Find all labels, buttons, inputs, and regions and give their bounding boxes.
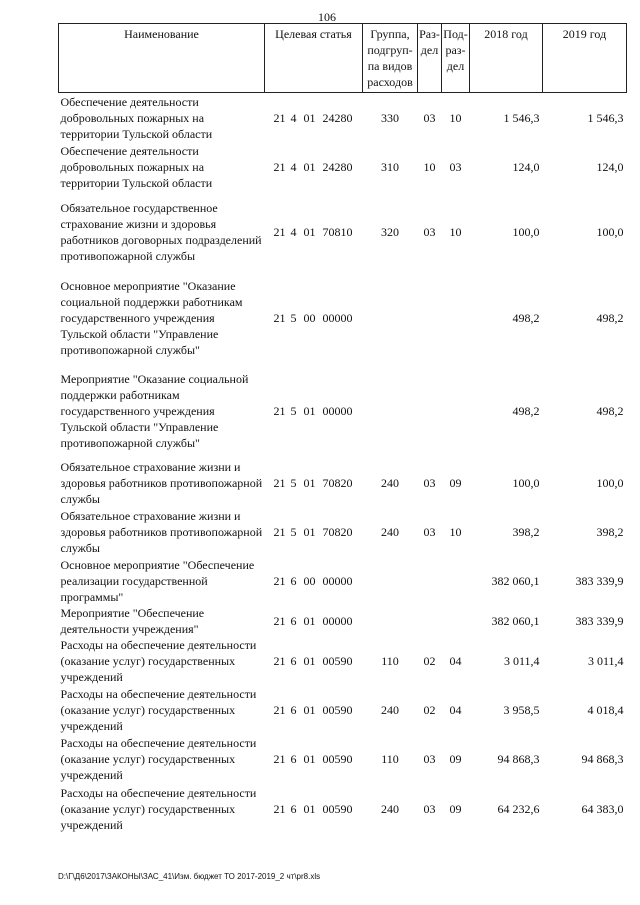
table-row — [59, 783, 627, 835]
target-program-code: 21 — [273, 475, 286, 490]
row-expense-group: 320 — [381, 224, 399, 239]
header-name: Наименование — [59, 24, 265, 93]
row-expense-group: 240 — [381, 475, 399, 490]
row-target-article — [265, 637, 363, 685]
row-amount-2019: 100,0 — [596, 224, 624, 239]
row-section: 02 — [423, 702, 436, 717]
table-row — [59, 685, 627, 735]
row-target-article — [265, 273, 363, 363]
row-subsection: 10 — [449, 110, 462, 125]
header-2019: 2019 год — [543, 24, 627, 93]
row-section — [418, 557, 442, 605]
row-amount-2018: 498,2 — [512, 403, 540, 418]
row-amount-2019: 64 383,0 — [581, 801, 624, 816]
row-name: Расходы на обеспечение деятельности (оказание услуг) государственных учреждений — [60, 785, 257, 832]
row-section: 02 — [423, 653, 436, 668]
row-target-article — [265, 557, 363, 605]
target-direction-code: 00000 — [322, 573, 353, 588]
row-amount-2018: 398,2 — [512, 524, 540, 539]
row-name: Расходы на обеспечение деятельности (оказание услуг) государственных учреждений — [60, 735, 257, 782]
target-event-code: 01 — [303, 403, 316, 418]
target-direction-code: 70820 — [322, 475, 353, 490]
target-direction-code: 00590 — [322, 702, 353, 717]
target-direction-code: 00590 — [322, 801, 353, 816]
row-name: Обеспечение деятельности добровольных пожарных на территории Тульской области — [60, 143, 213, 190]
row-section: 03 — [423, 524, 436, 539]
target-direction-code: 70810 — [322, 224, 353, 239]
table-row — [59, 637, 627, 685]
row-name: Расходы на обеспечение деятельности (оказание услуг) государственных учреждений — [60, 637, 257, 684]
row-target-article — [265, 783, 363, 835]
target-direction-code: 00000 — [322, 403, 353, 418]
row-amount-2018: 382 060,1 — [491, 613, 540, 628]
row-subsection: 09 — [449, 751, 462, 766]
target-subprogram-code: 4 — [290, 224, 297, 239]
table-row — [59, 735, 627, 783]
row-section: 03 — [423, 751, 436, 766]
table-row — [59, 273, 627, 363]
row-subsection — [442, 557, 470, 605]
target-subprogram-code: 6 — [290, 751, 297, 766]
row-expense-group — [363, 605, 418, 637]
table-body — [59, 93, 627, 835]
row-amount-2019: 383 339,9 — [575, 613, 624, 628]
row-amount-2019: 498,2 — [596, 403, 624, 418]
row-section: 03 — [423, 801, 436, 816]
row-section: 03 — [423, 224, 436, 239]
target-subprogram-code: 5 — [290, 475, 297, 490]
target-subprogram-code: 6 — [290, 653, 297, 668]
target-program-code: 21 — [273, 524, 286, 539]
target-program-code: 21 — [273, 403, 286, 418]
row-target-article — [265, 735, 363, 783]
target-direction-code: 24280 — [322, 159, 353, 174]
row-subsection — [442, 363, 470, 459]
row-subsection: 03 — [449, 159, 462, 174]
target-direction-code: 00000 — [322, 613, 353, 628]
row-expense-group: 330 — [381, 110, 399, 125]
row-section: 03 — [423, 110, 436, 125]
row-section: 03 — [423, 475, 436, 490]
table-row — [59, 363, 627, 459]
target-subprogram-code: 6 — [290, 573, 297, 588]
row-amount-2019: 1 546,3 — [587, 110, 624, 125]
target-event-code: 01 — [303, 224, 316, 239]
target-event-code: 01 — [303, 159, 316, 174]
row-amount-2018: 1 546,3 — [503, 110, 540, 125]
row-target-article — [265, 459, 363, 507]
target-direction-code: 24280 — [322, 110, 353, 125]
target-event-code: 01 — [303, 751, 316, 766]
row-amount-2019: 4 018,4 — [587, 702, 624, 717]
target-program-code: 21 — [273, 702, 286, 717]
page-number: 106 — [318, 10, 336, 24]
row-amount-2018: 3 011,4 — [503, 653, 540, 668]
target-program-code: 21 — [273, 573, 286, 588]
row-name: Мероприятие "Обеспечение деятельности учреждения" — [60, 605, 205, 636]
table-row — [59, 143, 627, 191]
row-amount-2019: 94 868,3 — [581, 751, 624, 766]
row-amount-2019: 100,0 — [596, 475, 624, 490]
row-name: Основное мероприятие "Оказание социальной поддержки работникам государственного учреждения Тульской области "Управление противопожарной службы" — [60, 278, 243, 357]
row-amount-2019: 124,0 — [596, 159, 624, 174]
target-event-code: 01 — [303, 524, 316, 539]
target-program-code: 21 — [273, 801, 286, 816]
row-subsection: 10 — [449, 524, 462, 539]
target-event-code: 01 — [303, 653, 316, 668]
target-direction-code: 70820 — [322, 524, 353, 539]
target-subprogram-code: 6 — [290, 801, 297, 816]
header-expense-group: Группа, подгруп-па видов расходов — [363, 24, 418, 93]
target-event-code: 00 — [303, 310, 316, 325]
row-name: Обязательное государственное страхование жизни и здоровья работников договорных подразделений противопожарной службы — [60, 200, 262, 263]
row-name: Обязательное страхование жизни и здоровья работников противопожарной службы — [60, 459, 263, 506]
row-target-article — [265, 605, 363, 637]
row-subsection: 04 — [449, 653, 462, 668]
target-program-code: 21 — [273, 159, 286, 174]
row-subsection: 09 — [449, 801, 462, 816]
row-amount-2019: 383 339,9 — [575, 573, 624, 588]
target-subprogram-code: 5 — [290, 524, 297, 539]
row-section: 10 — [423, 159, 436, 174]
target-event-code: 01 — [303, 801, 316, 816]
row-amount-2018: 124,0 — [512, 159, 540, 174]
target-event-code: 01 — [303, 110, 316, 125]
target-program-code: 21 — [273, 613, 286, 628]
row-target-article — [265, 93, 363, 143]
row-amount-2018: 100,0 — [512, 224, 540, 239]
target-program-code: 21 — [273, 224, 286, 239]
row-target-article — [265, 507, 363, 557]
row-expense-group: 110 — [381, 653, 399, 668]
header-2018: 2018 год — [470, 24, 543, 93]
row-amount-2018: 64 232,6 — [497, 801, 540, 816]
row-name: Мероприятие "Оказание социальной поддержки работникам государственного учреждения Тульской области "Управление противопожарной службы" — [60, 371, 249, 450]
row-target-article — [265, 363, 363, 459]
row-section — [418, 273, 442, 363]
table-row — [59, 507, 627, 557]
table-row — [59, 557, 627, 605]
row-target-article — [265, 143, 363, 191]
row-expense-group: 240 — [381, 702, 399, 717]
row-subsection: 10 — [449, 224, 462, 239]
row-amount-2019: 398,2 — [596, 524, 624, 539]
header-section: Раз-дел — [418, 24, 442, 93]
target-subprogram-code: 6 — [290, 702, 297, 717]
row-target-article — [265, 191, 363, 273]
row-amount-2019: 3 011,4 — [587, 653, 624, 668]
row-target-article — [265, 685, 363, 735]
table-row — [59, 459, 627, 507]
row-amount-2018: 94 868,3 — [497, 751, 540, 766]
row-amount-2018: 498,2 — [512, 310, 540, 325]
target-event-code: 01 — [303, 475, 316, 490]
target-program-code: 21 — [273, 110, 286, 125]
table-row — [59, 191, 627, 273]
target-program-code: 21 — [273, 751, 286, 766]
header-target-article: Целевая статья — [265, 24, 363, 93]
target-subprogram-code: 5 — [290, 310, 297, 325]
row-amount-2019: 498,2 — [596, 310, 624, 325]
target-program-code: 21 — [273, 310, 286, 325]
row-expense-group: 310 — [381, 159, 399, 174]
row-amount-2018: 100,0 — [512, 475, 540, 490]
target-subprogram-code: 4 — [290, 110, 297, 125]
target-event-code: 01 — [303, 613, 316, 628]
target-subprogram-code: 6 — [290, 613, 297, 628]
row-expense-group: 240 — [381, 801, 399, 816]
table-row — [59, 605, 627, 637]
row-expense-group — [363, 363, 418, 459]
row-name: Основное мероприятие "Обеспечение реализации государственной программы" — [60, 557, 255, 604]
target-program-code: 21 — [273, 653, 286, 668]
target-direction-code: 00590 — [322, 653, 353, 668]
row-expense-group — [363, 273, 418, 363]
header-subsection: Под-раз-дел — [442, 24, 470, 93]
row-subsection: 04 — [449, 702, 462, 717]
row-expense-group — [363, 557, 418, 605]
file-path-footer: D:\Г\Д6\2017\ЗАКОНЫ\ЗАС_41\Изм. бюджет ТО 2017-2019_2 чт\pr8.xls — [58, 872, 321, 881]
target-event-code: 00 — [303, 573, 316, 588]
target-direction-code: 00000 — [322, 310, 353, 325]
target-subprogram-code: 4 — [290, 159, 297, 174]
row-subsection: 09 — [449, 475, 462, 490]
row-subsection — [442, 273, 470, 363]
target-subprogram-code: 5 — [290, 403, 297, 418]
table-row — [59, 93, 627, 143]
target-direction-code: 00590 — [322, 751, 353, 766]
row-expense-group: 240 — [381, 524, 399, 539]
row-section — [418, 363, 442, 459]
budget-table — [58, 23, 627, 835]
row-amount-2018: 382 060,1 — [491, 573, 540, 588]
row-expense-group: 110 — [381, 751, 399, 766]
row-amount-2018: 3 958,5 — [503, 702, 540, 717]
row-name: Обязательное страхование жизни и здоровья работников противопожарной службы — [60, 508, 263, 555]
target-event-code: 01 — [303, 702, 316, 717]
row-name: Расходы на обеспечение деятельности (оказание услуг) государственных учреждений — [60, 686, 257, 733]
row-name: Обеспечение деятельности добровольных пожарных на территории Тульской области — [60, 94, 213, 141]
row-section — [418, 605, 442, 637]
row-subsection — [442, 605, 470, 637]
table-header — [59, 24, 627, 93]
